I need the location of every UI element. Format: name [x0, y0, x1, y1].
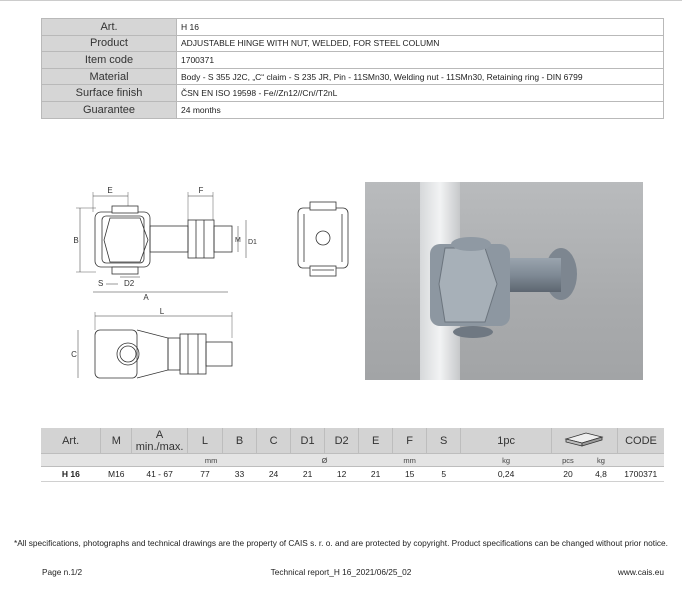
info-value: ADJUSTABLE HINGE WITH NUT, WELDED, FOR STEEL COLUMN: [177, 35, 664, 52]
spec-units-row: [41, 454, 664, 467]
product-photo-illustration: [365, 182, 643, 380]
info-row: [42, 35, 664, 52]
dim-e-label: E: [107, 186, 113, 195]
unit-mm: mm: [132, 454, 291, 467]
dim-s-label: S: [98, 279, 104, 288]
info-value: 24 months: [177, 101, 664, 118]
box-icon: [562, 430, 606, 448]
info-value: ČSN EN ISO 19598 - Fe//Zn12//Cn//T2nL: [177, 85, 664, 102]
cell-l: 77: [187, 467, 222, 482]
cell-d2: 12: [325, 467, 359, 482]
cell-package-kg: 4,8: [584, 467, 617, 482]
cell-d1: 21: [291, 467, 325, 482]
cell-f: 15: [393, 467, 427, 482]
info-label: Material: [42, 68, 177, 85]
dim-d2-label: D2: [124, 279, 135, 288]
info-label: Product: [42, 35, 177, 52]
dim-m-label: M: [235, 237, 241, 244]
col-header-a: A min./max.: [132, 428, 188, 454]
unit-kg: kg: [461, 454, 552, 467]
info-value: Body - S 355 J2C, „C“ claim - S 235 JR, Pin - 11SMn30, Welding nut - 11SMn30, Retaining ring - DIN 6799: [177, 68, 664, 85]
copyright-footnote: *All specifications, photographs and technical drawings are the property of CAIS s. r. o. and are protected by copyright. Product specifications can be changed without prior notice.: [14, 538, 668, 548]
cell-pcs: 20: [551, 467, 584, 482]
info-label: Guarantee: [42, 101, 177, 118]
hinge-side-view-drawing: [68, 182, 268, 302]
unit-pcs: pcs: [551, 454, 584, 467]
unit-diameter: Ø: [291, 454, 359, 467]
col-header-l: L: [187, 428, 222, 454]
product-photo: [365, 182, 643, 380]
col-header-d2: D2: [325, 428, 359, 454]
product-info-table: [41, 18, 664, 119]
dim-d1-label: D1: [248, 239, 257, 246]
cell-b: 33: [223, 467, 257, 482]
specification-table: [41, 428, 664, 482]
info-row: [42, 85, 664, 102]
dim-b-label: B: [73, 236, 79, 245]
col-header-s: S: [427, 428, 461, 454]
footer-page-number: Page n.1/2: [42, 567, 83, 577]
cell-weight: 0,24: [461, 467, 552, 482]
col-header-e: E: [359, 428, 393, 454]
unit-kg-2: kg: [584, 454, 617, 467]
col-header-b: B: [223, 428, 257, 454]
col-header-code: CODE: [617, 428, 664, 454]
cell-a: 41 - 67: [132, 467, 188, 482]
spec-header-row: [41, 428, 664, 454]
dim-c-label: C: [71, 350, 77, 359]
info-row: [42, 101, 664, 118]
col-header-package: [551, 428, 617, 454]
dim-f-label: F: [198, 186, 204, 195]
table-row: [41, 467, 664, 482]
cell-e: 21: [359, 467, 393, 482]
hinge-front-view-drawing: [290, 200, 356, 280]
hinge-top-view-drawing: [68, 308, 268, 388]
cell-code: 1700371: [617, 467, 664, 482]
col-header-d1: D1: [291, 428, 325, 454]
info-label: Art.: [42, 19, 177, 36]
info-value: 1700371: [177, 52, 664, 69]
footer-website-link[interactable]: www.cais.eu: [617, 567, 664, 577]
footer-report-name: Technical report_H 16_2021/06/25_02: [270, 567, 412, 577]
info-value: H 16: [177, 19, 664, 36]
col-header-c: C: [257, 428, 291, 454]
dim-a-label: A: [143, 293, 149, 302]
col-header-f: F: [393, 428, 427, 454]
info-row: [42, 19, 664, 36]
info-row: [42, 52, 664, 69]
page-top-rule: [0, 0, 682, 1]
cell-s: 5: [427, 467, 461, 482]
col-header-m: M: [101, 428, 132, 454]
cell-m: M16: [101, 467, 132, 482]
dim-l-label: L: [159, 308, 165, 316]
unit-mm-2: mm: [359, 454, 461, 467]
col-header-art: Art.: [41, 428, 101, 454]
cell-art: H 16: [41, 467, 101, 482]
info-label: Surface finish: [42, 85, 177, 102]
cell-c: 24: [257, 467, 291, 482]
info-label: Item code: [42, 52, 177, 69]
col-header-1pc: 1pc: [461, 428, 552, 454]
info-row: [42, 68, 664, 85]
